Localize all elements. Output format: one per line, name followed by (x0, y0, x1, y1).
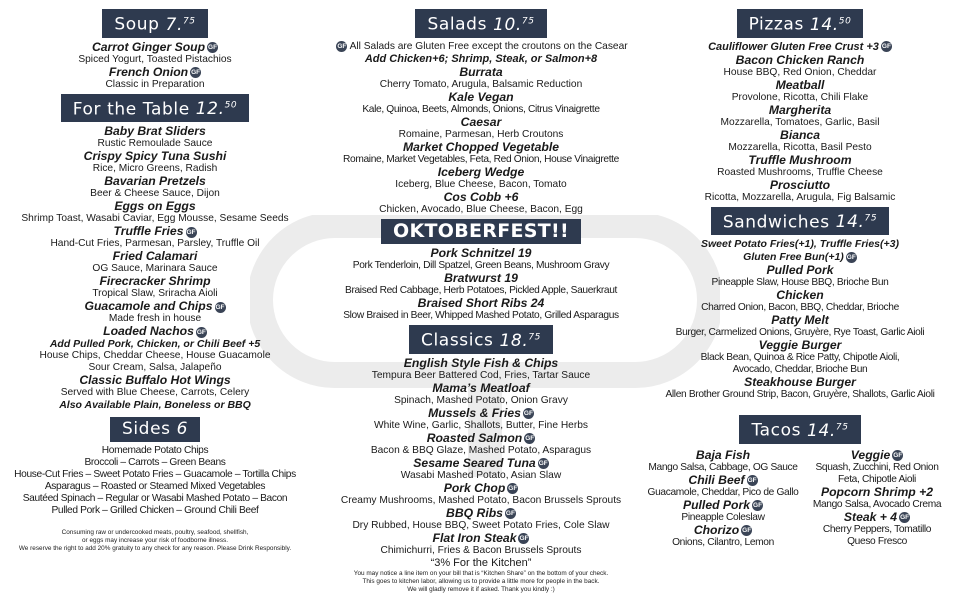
kitchen-share-title: “3% For the Kitchen” (430, 556, 532, 569)
menu-item-name: Burrata (459, 64, 503, 79)
menu-item-name: Mama’s Meatloaf (432, 380, 530, 395)
menu-item-name: Fried Calamari (112, 249, 198, 264)
menu-item-name: Veggie Burger (758, 338, 842, 353)
menu-item-desc: Creamy Mushrooms, Mashed Potato, Bacon Brussels Sprouts (340, 494, 622, 506)
pizza-gf-crust: Cauliflower Gluten Free Crust +3 GF (708, 40, 891, 53)
menu-item-desc: Romaine, Market Vegetables, Feta, Red Onion, House Vinaigrette (343, 153, 619, 165)
menu-item-desc: Onions, Cilantro, Lemon (672, 536, 774, 548)
menu-item-name: Baby Brat Sliders (104, 124, 206, 139)
menu-item-desc: Rustic Remoulade Sauce (97, 138, 213, 150)
menu-item-name: Carrot Ginger Soup GF (91, 39, 218, 54)
menu-item-name: Pork Chop GF (443, 480, 518, 495)
menu-item-name: Eggs on Eggs (114, 199, 196, 214)
gf-badge-icon: GF (900, 514, 910, 522)
menu-item-desc: Roasted Mushrooms, Truffle Cheese (717, 166, 883, 178)
menu-item-desc: OG Sauce, Marinara Sauce (92, 263, 218, 275)
kitchen-share-note: We will gladly remove it if asked. Thank you kindly :) (407, 585, 555, 593)
menu-item-name: Kale Vegan (448, 89, 514, 104)
gf-badge-icon: GF (186, 228, 196, 236)
menu-item-name: Margherita (768, 102, 832, 117)
menu-item-name: Market Chopped Vegetable (403, 139, 559, 154)
menu-item-addon: Add Pulled Pork, Chicken, or Chili Beef +5 (49, 338, 261, 351)
disclaimer-line: Consuming raw or undercooked meats, poultry, seafood, shellfish, (61, 529, 249, 537)
menu-item-desc: Hand-Cut Fries, Parmesan, Parsley, Truffle Oil (50, 238, 260, 250)
gf-badge-icon: GF (196, 328, 206, 336)
pizzas-header: Pizzas 14.50 (737, 9, 864, 38)
menu-item-desc: Spinach, Mashed Potato, Onion Gravy (394, 394, 568, 406)
menu-item-name: Pulled Pork (766, 263, 834, 278)
menu-item-name: Roasted Salmon GF (426, 430, 535, 445)
menu-item-desc: Tropical Slaw, Sriracha Aioli (92, 288, 218, 300)
menu-item-desc: Classic in Preparation (105, 78, 205, 90)
menu-item-desc: Chicken, Avocado, Blue Cheese, Bacon, Egg (379, 203, 583, 215)
sides-line: Sautéed Spinach – Regular or Wasabi Mashed Potato – Bacon (22, 493, 288, 505)
gf-badge-icon: GF (505, 509, 515, 517)
column-right (646, 6, 954, 549)
menu-item-name: Chorizo GF (693, 522, 752, 537)
menu-item-name: Steakhouse Burger (744, 375, 856, 390)
kitchen-share-note: This goes to kitchen labor, allowing us to provide a little more for people in the back. (362, 577, 600, 585)
menu-item-desc: Chimichurri, Fries & Bacon Brussels Sprouts (380, 544, 582, 556)
menu-item-desc: White Wine, Garlic, Shallots, Butter, Fine Herbs (373, 419, 588, 431)
menu-item-desc: Mozzarella, Tomatoes, Garlic, Basil (720, 116, 880, 128)
menu-item-desc: Romaine, Parmesan, Herb Croutons (398, 128, 564, 140)
sides-line: Broccoli – Carrots – Green Beans (84, 457, 226, 469)
kitchen-share-note: You may notice a line item on your bill that is “Kitchen Share” on the bottom of your check. (353, 569, 609, 577)
menu-item-desc: Pineapple Slaw, House BBQ, Brioche Bun (711, 277, 889, 289)
column-middle (322, 6, 640, 594)
menu-item-desc: Feta, Chipotle Aioli (838, 473, 916, 485)
menu-item-name: Bavarian Pretzels (104, 174, 206, 189)
menu-item-name: Patty Melt (771, 313, 829, 328)
gf-badge-icon: GF (191, 68, 201, 76)
menu-item-desc: Queso Fresco (847, 535, 907, 547)
tacos-left (646, 449, 800, 549)
menu-item-name: Iceberg Wedge (437, 164, 525, 179)
menu-item-desc: Cherry Tomato, Arugula, Balsamic Reduction (379, 78, 583, 90)
soup-header: Soup 7.75 (102, 9, 207, 38)
gf-badge-icon: GF (525, 434, 535, 442)
menu-item-name: BBQ Ribs GF (446, 505, 515, 520)
gf-badge-icon: GF (846, 254, 856, 262)
gf-badge-icon: GF (215, 303, 225, 311)
menu-item-desc: Charred Onion, Bacon, BBQ, Cheddar, Brioche (701, 302, 899, 314)
column-left (6, 6, 304, 553)
menu-item-name: Baja Fish (695, 447, 751, 462)
gf-badge-icon: GF (208, 43, 218, 51)
gf-badge-icon: GF (538, 459, 548, 467)
gf-badge-icon: GF (753, 502, 763, 510)
menu-item-name: Braised Short Ribs 24 (417, 295, 545, 310)
salads-addon: Add Chicken+6; Shrimp, Steak, or Salmon+8 (364, 52, 598, 65)
menu-item-name: Veggie GF (850, 447, 903, 462)
menu-item-desc: Burger, Carmelized Onions, Gruyère, Rye Toast, Garlic Aioli (675, 327, 925, 339)
menu-item-desc: Slow Braised in Beer, Whipped Mashed Potato, Grilled Asparagus (343, 309, 619, 321)
menu-item-desc: House BBQ, Red Onion, Cheddar (723, 66, 877, 78)
menu-item-desc: Mozzarella, Ricotta, Basil Pesto (728, 141, 872, 153)
menu-item-name: English Style Fish & Chips (403, 355, 559, 370)
menu-item-name: Chili Beef GF (688, 472, 757, 487)
disclaimer-line: or eggs may increase your risk of foodborne illness. (82, 537, 228, 545)
menu-item-desc: Allen Brother Ground Strip, Bacon, Gruyère, Shallots, Garlic Aioli (665, 389, 935, 401)
gf-badge-icon: GF (337, 42, 347, 50)
gf-badge-icon: GF (508, 484, 518, 492)
menu-item-name: Crispy Spicy Tuna Sushi (83, 149, 227, 164)
gf-badge-icon: GF (519, 534, 529, 542)
sandwich-addon: Gluten Free Bun(+1) GF (743, 251, 856, 264)
menu-item-desc: Sour Cream, Salsa, Jalapeño (88, 362, 222, 374)
menu-item-desc: Black Bean, Quinoa & Rice Patty, Chipotle Aioli, (700, 352, 900, 364)
menu-item-name: Sesame Seared Tuna GF (413, 455, 548, 470)
menu-item-note: Also Available Plain, Boneless or BBQ (59, 399, 251, 412)
menu-item-desc: Dry Rubbed, House BBQ, Sweet Potato Fries, Cole Slaw (352, 519, 610, 531)
menu-item-desc: Iceberg, Blue Cheese, Bacon, Tomato (395, 178, 567, 190)
menu-item-name: Pork Schnitzel 19 (430, 245, 532, 260)
gf-badge-icon: GF (523, 409, 533, 417)
classics-header: Classics 18.75 (409, 325, 553, 354)
tacos-right (800, 449, 954, 549)
menu-item-name: Bacon Chicken Ranch (735, 52, 865, 67)
salads-note: GF All Salads are Gluten Free except the croutons on the Casear (337, 40, 628, 52)
menu-item-name: Truffle Mushroom (748, 152, 852, 167)
menu-item-name: Caesar (460, 114, 502, 129)
menu-item-desc: Provolone, Ricotta, Chili Flake (731, 91, 869, 103)
sandwiches-header: Sandwiches 14.75 (711, 207, 889, 236)
menu-item-desc: Shrimp Toast, Wasabi Caviar, Egg Mousse, Sesame Seeds (21, 213, 289, 225)
menu-item-desc: House Chips, Cheddar Cheese, House Guacamole (39, 350, 271, 362)
menu-item-name: French Onion GF (108, 64, 201, 79)
menu-item-desc: Braised Red Cabbage, Herb Potatoes, Pickled Apple, Sauerkraut (345, 284, 617, 296)
menu-item-desc: Rice, Micro Greens, Radish (92, 163, 218, 175)
menu-item-name: Guacamole and Chips GF (84, 299, 225, 314)
menu-item-name: Meatball (775, 77, 825, 92)
menu-item-name: Bratwurst 19 (444, 270, 518, 285)
tacos-grid (646, 449, 954, 549)
menu-item-desc: Guacamole, Cheddar, Pico de Gallo (647, 486, 799, 498)
gf-badge-icon: GF (742, 527, 752, 535)
disclaimer-line: We reserve the right to add 20% gratuity to any check for any reason. Please Drink Responsibly. (18, 545, 292, 553)
menu-item-name: Chicken (776, 288, 824, 303)
gf-badge-icon: GF (893, 452, 903, 460)
menu-item-desc: Pineapple Coleslaw (681, 511, 765, 523)
menu-item-name: Classic Buffalo Hot Wings (79, 373, 231, 388)
menu-item-desc: Made fresh in house (108, 313, 202, 325)
menu-item-desc: Pork Tenderloin, Dill Spatzel, Green Beans, Mushroom Gravy (352, 259, 610, 271)
menu-item-desc: Kale, Quinoa, Beets, Almonds, Onions, Citrus Vinaigrette (362, 103, 600, 115)
for-the-table-header: For the Table 12.50 (61, 94, 250, 123)
gf-badge-icon: GF (747, 477, 757, 485)
sides-line: Pulled Pork – Grilled Chicken – Ground Chili Beef (51, 505, 259, 517)
menu-item-desc: Served with Blue Cheese, Carrots, Celery (60, 387, 250, 399)
menu-item-desc: Avocado, Cheddar, Brioche Bun (732, 364, 868, 376)
menu-item-desc: Mango Salsa, Cabbage, OG Sauce (648, 461, 798, 473)
menu-item-desc: Ricotta, Mozzarella, Arugula, Fig Balsamic (704, 191, 896, 203)
menu-item-desc: Cherry Peppers, Tomatillo (822, 523, 932, 535)
menu-item-name: Flat Iron Steak GF (432, 530, 529, 545)
menu-item-name: Bianca (780, 127, 820, 142)
menu-item-name: Loaded Nachos GF (103, 324, 206, 339)
menu-item-desc: Mango Salsa, Avocado Crema (812, 498, 942, 510)
menu-item-name: Popcorn Shrimp +2 (820, 484, 934, 499)
sides-header: Sides 6 (110, 417, 200, 442)
menu-item-name: Truffle Fries GF (113, 224, 196, 239)
menu-item-desc: Spiced Yogurt, Toasted Pistachios (78, 53, 232, 65)
menu-item-name: Steak + 4 GF (843, 509, 910, 524)
menu-item-name: Firecracker Shrimp (99, 274, 211, 289)
oktoberfest-header: OKTOBERFEST!! (381, 219, 581, 244)
menu-item-name: Cos Cobb +6 (443, 189, 519, 204)
salads-header: Salads 10.75 (415, 9, 546, 38)
menu-item-name: Prosciutto (769, 177, 831, 192)
menu-item-desc: Bacon & BBQ Glaze, Mashed Potato, Asparagus (370, 444, 592, 456)
sides-line: House-Cut Fries – Sweet Potato Fries – Guacamole – Tortilla Chips (14, 469, 296, 481)
sandwich-addon: Sweet Potato Fries(+1), Truffle Fries(+3) (700, 238, 899, 251)
menu-item-desc: Squash, Zucchini, Red Onion (815, 461, 939, 473)
gf-badge-icon: GF (881, 43, 891, 51)
menu-item-desc: Wasabi Mashed Potato, Asian Slaw (400, 469, 562, 481)
menu-item-desc: Beer & Cheese Sauce, Dijon (90, 188, 220, 200)
menu-item-name: Mussels & Fries GF (428, 405, 533, 420)
sides-line: Asparagus – Roasted or Steamed Mixed Vegetables (44, 481, 266, 493)
menu-item-name: Pulled Pork GF (682, 497, 763, 512)
menu-item-desc: Tempura Beer Battered Cod, Fries, Tartar Sauce (371, 369, 591, 381)
tacos-header: Tacos 14.75 (739, 415, 860, 444)
sides-line: Homemade Potato Chips (101, 445, 209, 457)
